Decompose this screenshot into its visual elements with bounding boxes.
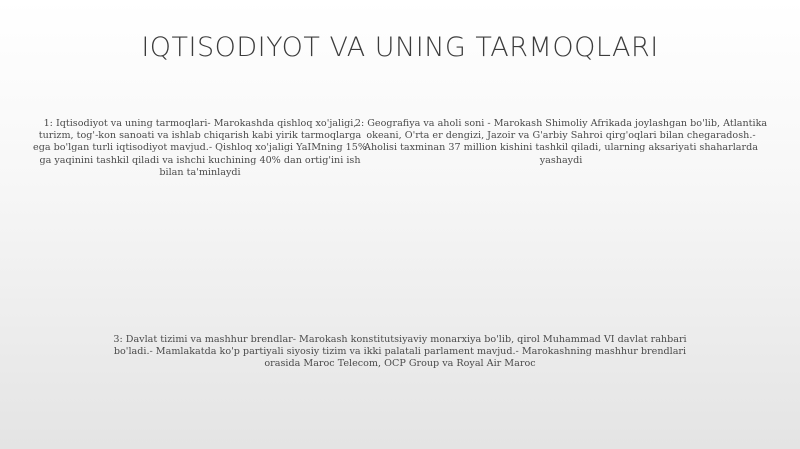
text-block-economy: 1: Iqtisodiyot va uning tarmoqlari- Marokashda qishloq xo'jaligi, turizm, tog'-kon sanoati va ishlab chiqarish kabi yirik tarmoqlarga ega bo'lgan turli iqtisodiyot mavjud.- Qishloq xo'jaligi YaIMning 15% ga yaqinini tashkil qiladi va ishchi kuchining 40% dan ortig'ini ish bilan ta'minlaydi	[33, 118, 367, 178]
text-block-geography: 2: Geografiya va aholi soni - Marokash Shimoliy Afrikada joylashgan bo'lib, Atlantika okeani, O'rta er dengizi, Jazoir va G'arbiy Sahroi qirg'oqlari bilan chegaradosh.- Aholisi taxminan 37 million kishini tashkil qiladi, ularning aksariyati shaharlarda yashaydi	[354, 118, 768, 166]
text-block-government: 3: Davlat tizimi va mashhur brendlar- Marokash konstitutsiyaviy monarxiya bo'lib, qirol Muhammad VI davlat rahbari bo'ladi.- Mamlakatda ko'p partiyali siyosiy tizim va ikki palatali parlament mavjud.- Marokashning mashhur brendlari orasida Maroc Telecom, OCP Group va Royal Air Maroc	[113, 334, 687, 370]
slide-title: IQTISODIYOT VA UNING TARMOQLARI	[141, 32, 659, 63]
